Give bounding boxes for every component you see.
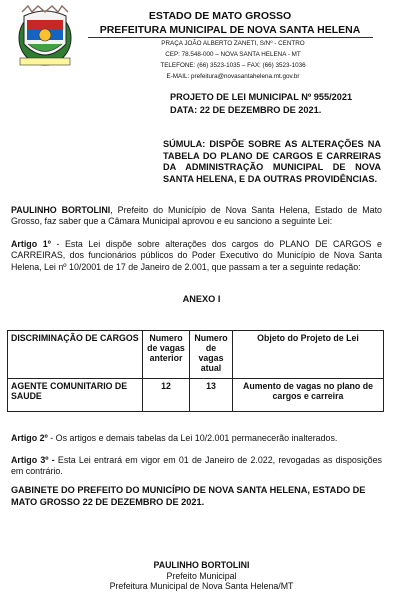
intro-text: , Prefeito do Município de Nova Santa Helena, Estado de Mato Grosso, faz saber que a Câmara Municipal aprovou e eu sanciono a seguinte Lei: xyxy=(11,205,382,227)
sumula: SÚMULA: DISPÕE SOBRE AS ALTERAÇÕES NA TABELA DO PLANO DE CARGOS E CARREIRAS DA ADMINISTRAÇÃO MUNICIPAL DE NOVA SANTA HELENA, E DA OUTRAS PROVIDÊNCIAS. xyxy=(163,139,381,184)
table-cell: AGENTE COMUNITARIO DE SAUDE xyxy=(8,379,143,412)
article-3-label: Artigo 3º - xyxy=(11,455,55,465)
anexo-title: ANEXO I xyxy=(182,294,221,304)
table-cell: 12 xyxy=(143,379,190,412)
article-3-text: Esta Lei entrará em vigor em 01 de Janeiro de 2.022, revogadas as disposições em contrário. xyxy=(11,455,382,477)
projeto-number: PROJETO DE LEI MUNICIPAL Nº 955/2021 xyxy=(170,92,353,102)
projeto-date: DATA: 22 DE DEZEMBRO DE 2021. xyxy=(170,104,322,115)
intro-paragraph xyxy=(11,205,382,228)
cep-line: CEP: 78.548-000 – NOVA SANTA HELENA - MT xyxy=(165,51,301,58)
table-header-cell: Numero de vagas anterior xyxy=(143,331,190,379)
table-header-cell: Numero de vagas atual xyxy=(190,331,233,379)
email-line: E-MAIL: prefeitura@novasantahelena.mt.gov.br xyxy=(166,73,300,80)
table-header-row xyxy=(8,331,384,379)
municipal-crest-icon xyxy=(14,4,76,68)
cargos-table xyxy=(7,330,384,412)
state-name: ESTADO DE MATO GROSSO xyxy=(148,10,292,22)
article-2-label: Artigo 2º xyxy=(11,433,48,443)
table-cell: 13 xyxy=(190,379,233,412)
signature-org: Prefeitura Municipal de Nova Santa Helena/MT xyxy=(109,581,294,591)
prefeitura-name: PREFEITURA MUNICIPAL DE NOVA SANTA HELENA xyxy=(99,24,361,36)
article-1-label: Artigo 1º xyxy=(11,239,51,249)
address-line: PRAÇA JOÃO ALBERTO ZANETI, S/Nº - CENTRO xyxy=(161,40,305,47)
article-2 xyxy=(11,433,382,444)
gabinete-closing: GABINETE DO PREFEITO DO MUNICÍPIO DE NOVA SANTA HELENA, ESTADO DE MATO GROSSO 22 DE DEZEMBRO DE 2021. xyxy=(11,485,366,507)
table-header-cell: Objeto do Projeto de Lei xyxy=(233,331,384,379)
table-header-cell: DISCRIMINAÇÃO DE CARGOS xyxy=(8,331,143,379)
table-row xyxy=(8,379,384,412)
article-3 xyxy=(11,455,382,478)
mayor-name: PAULINHO BORTOLINI xyxy=(11,205,111,215)
signature-role: Prefeito Municipal xyxy=(166,571,237,581)
article-2-text: - Os artigos e demais tabelas da Lei 10/2.001 permanecerão inalterados. xyxy=(47,433,338,443)
projeto-heading xyxy=(170,91,352,116)
signature-name: PAULINHO BORTOLINI xyxy=(153,560,250,570)
header-divider xyxy=(88,37,373,38)
table-cell: Aumento de vagas no plano de cargos e carreira xyxy=(233,379,384,412)
article-1-text: - Esta Lei dispõe sobre alterações dos cargos do PLANO DE CARGOS e CARREIRAS, dos funcionários públicos do Poder Executivo do Município de Nova Santa Helena, Lei nº 10/2001 de 17 de Janeiro de 2.001, que passam a ter a seguinte redação: xyxy=(11,239,382,272)
phone-line: TELEFONE: (66) 3523-1035 – FAX: (66) 3523-1036 xyxy=(160,62,306,69)
article-1 xyxy=(11,239,382,273)
